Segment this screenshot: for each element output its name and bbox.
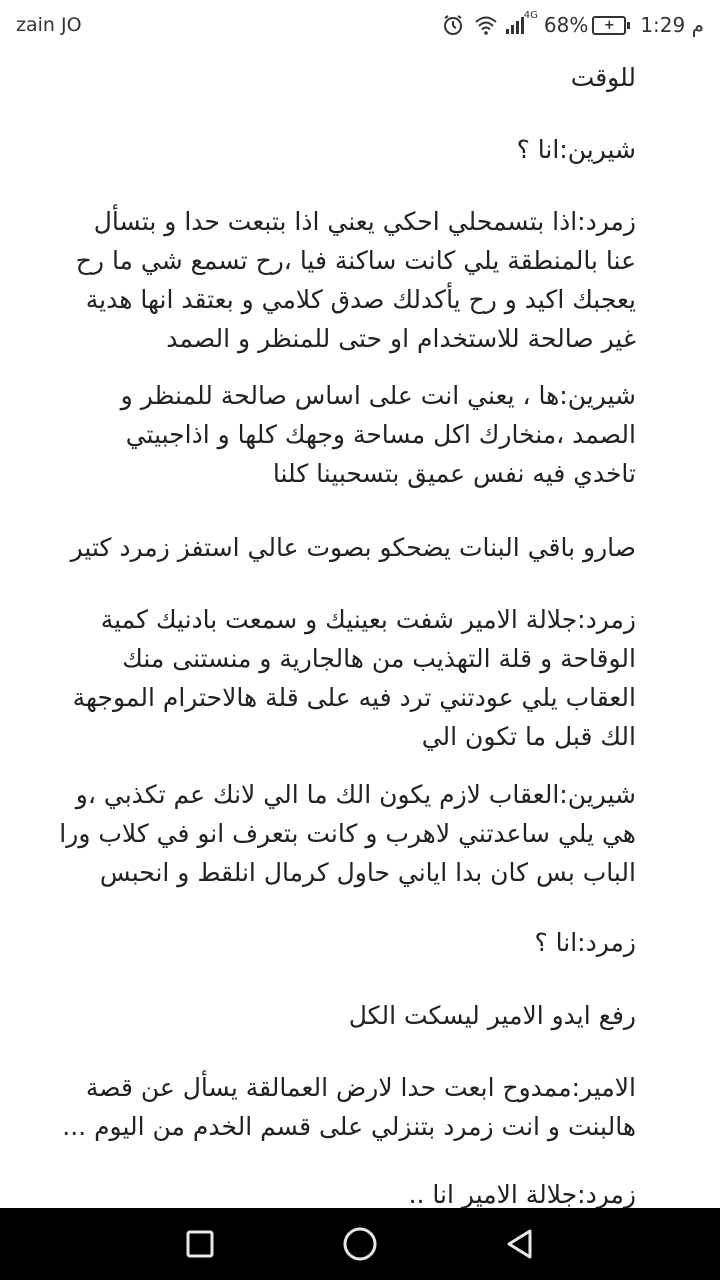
clock: 1:29 م (640, 13, 704, 37)
recents-button[interactable] (182, 1226, 218, 1262)
story-paragraph: رفع ايدو الامير ليسكت الكل (348, 1001, 636, 1030)
signal-icon (506, 16, 524, 34)
triangle-back-icon (504, 1228, 536, 1260)
story-paragraph: الامير:ممدوح ابعت حدا لارض العمالقة يسأل عن قصة هالبنت و انت زمرد بتنزلي على قسم الخدم من اليوم ... (62, 1073, 636, 1141)
alarm-icon (442, 14, 464, 36)
wifi-icon (474, 15, 498, 35)
back-button[interactable] (502, 1226, 538, 1262)
square-icon (185, 1229, 215, 1259)
carrier-label: zain JO (16, 14, 82, 36)
story-paragraph: شيرين:ها ، يعني انت على اساس صالحة للمنظر و الصمد ،منخارك اكل مساحة وجهك كلها و اذاجبيتي تاخدي فيه نفس عميق بتسحبينا كلنا (120, 381, 636, 488)
battery-percent: 68% (543, 13, 589, 37)
story-paragraph: للوقت (570, 63, 636, 92)
status-right (442, 0, 704, 50)
battery-icon: + (592, 16, 630, 35)
story-paragraph: زمرد:اذا بتسمحلي احكي يعني اذا بتبعت حدا و بتسأل عنا بالمنطقة يلي كانت ساكنة فيا ،رح تسمع شي ما رح يعجبك اكيد و رح يأكدلك صدق كلامي و بعتقد انها هدية غير صالحة للاستخدام او حتى للمنظر و الصمد (75, 207, 636, 353)
navigation-bar (0, 1208, 720, 1280)
status-left (16, 0, 82, 50)
story-paragraph: صارو باقي البنات يضحكو بصوت عالي استفز زمرد كتير (70, 533, 636, 562)
home-button[interactable] (342, 1226, 378, 1262)
story-paragraph: شيرين:العقاب لازم يكون الك ما الي لانك عم تكذبي ،و هي يلي ساعدتني لاهرب و كانت بتعرف انو في كلاب ورا الباب بس كان بدا اياني حاول كرمال انلقط و انحبس (59, 780, 636, 887)
circle-icon (342, 1226, 378, 1262)
network-type: 4G (523, 10, 538, 21)
story-paragraph: زمرد:جلالة الامير انا .. (408, 1180, 636, 1208)
story-paragraph: زمرد:جلالة الامير شفت بعينيك و سمعت بادنيك كمية الوقاحة و قلة التهذيب من هالجارية و منستنى منك العقاب يلي عودتني ترد فيه على قلة هالاحترام الموجهة الك قبل ما تكون الي (72, 605, 636, 751)
status-bar (0, 0, 720, 50)
story-paragraph: شيرين:انا ؟ (516, 135, 636, 164)
story-paragraph: زمرد:انا ؟ (534, 928, 636, 957)
